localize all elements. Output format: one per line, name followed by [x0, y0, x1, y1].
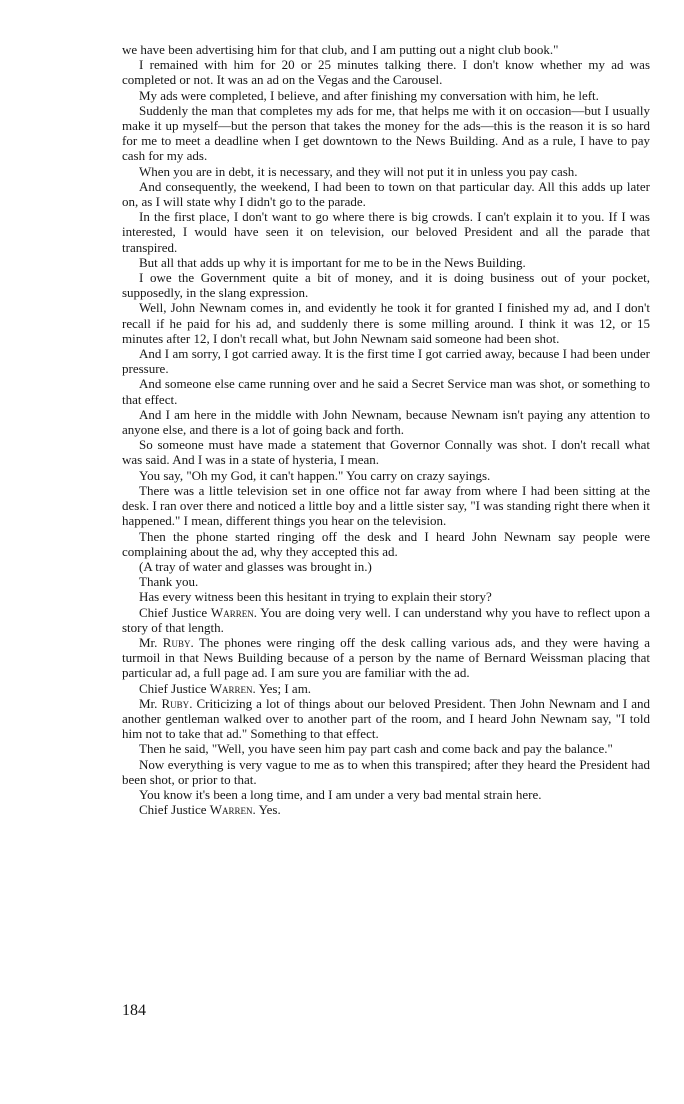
transcript-paragraph	[122, 589, 650, 604]
transcript-paragraph	[122, 42, 650, 57]
transcript-paragraph	[122, 696, 650, 742]
transcript-paragraph	[122, 376, 650, 406]
transcript-paragraph	[122, 635, 650, 681]
paragraph-text: And I am sorry, I got carried away. It is the first time I got carried away, because I had been under pressure.	[122, 346, 650, 377]
paragraph-text: But all that adds up why it is important for me to be in the News Building.	[139, 254, 526, 270]
transcript-paragraph	[122, 437, 650, 467]
paragraph-text: You say, "Oh my God, it can't happen." You carry on crazy sayings.	[139, 467, 491, 483]
paragraph-text: Then he said, "Well, you have seen him pay part cash and come back and pay the balance."	[139, 741, 613, 757]
paragraph-text: And someone else came running over and he said a Secret Service man was shot, or something to that effect.	[122, 376, 650, 407]
paragraph-text: Well, John Newnam comes in, and evidently he took it for granted I finished my ad, and I don't recall if he paid for his ad, and suddenly there is some milling around. I think it was 12, or 15 minutes after 12, I don't recall what, but John Newnam said someone had been shot.	[122, 300, 650, 346]
paragraph-text: Has every witness been this hesitant in trying to explain their story?	[139, 589, 492, 605]
paragraph-text: I owe the Government quite a bit of money, and it is doing business out of your pocket, supposedly, in the slang expression.	[122, 270, 650, 301]
speaker-name: Warren	[209, 802, 253, 818]
transcript-paragraph	[122, 741, 650, 756]
paragraph-text: When you are in debt, it is necessary, and they will not put it in unless you pay cash.	[139, 163, 578, 179]
paragraph-text: In the first place, I don't want to go where there is big crowds. I can't explain it to you. If I was interested, I would have seen it on television, our beloved President and all the parade that transpired.	[122, 209, 650, 255]
paragraph-text: And consequently, the weekend, I had been to town on that particular day. All this adds up later on, as I will state why I didn't go to the parade.	[122, 178, 650, 210]
paragraph-text: There was a little television set in one office not far away from where I had been sitting at the desk. I ran over there and noticed a little boy and a little sister say, "I was standing right there when it happened." I mean, different things you hear on the television.	[122, 482, 650, 529]
paragraph-text: . The phones were ringing off the desk calling various ads, and they were having a turmoil in that News Building because of a person by the name of Bernard Weissman placing that particular ad, a full page ad. I am sure you are familiar with the ad.	[122, 634, 650, 681]
paragraph-text: So someone must have made a statement that Governor Connally was shot. I don't recall what was said. And I was in a state of hysteria, I mean.	[122, 437, 650, 468]
transcript-paragraph	[122, 681, 650, 696]
paragraph-text: Chief Justice	[139, 604, 211, 620]
transcript-paragraph	[122, 407, 650, 437]
transcript-paragraph	[122, 574, 650, 589]
paragraph-text: Suddenly the man that completes my ads for me, that helps me with it on occasion—but I usually make it up myself—but the person that takes the money for the ads—this is the reason it is so hard for me to meet a deadline when I get downtown to the News Building. And as a rule, I have to pay cash for my ads.	[122, 102, 650, 164]
transcript-paragraph	[122, 346, 650, 376]
transcript-paragraph	[122, 605, 650, 635]
transcript-paragraph	[122, 300, 650, 346]
transcript-paragraph	[122, 757, 650, 787]
paragraph-text: Chief Justice	[139, 680, 210, 696]
transcript-paragraph	[122, 468, 650, 483]
transcript-body	[122, 42, 650, 817]
paragraph-text: Mr.	[139, 634, 163, 650]
paragraph-text: . Criticizing a lot of things about our beloved President. Then John Newnam and I and another gentleman walked over to another part of the room, and I heard John Newnam say, "I told him not to take that ad." Something to that effect.	[122, 695, 650, 742]
transcript-paragraph	[122, 787, 650, 802]
paragraph-text: And I am here in the middle with John Newnam, because Newnam isn't paying any attention to anyone else, and there is a lot of going back and forth.	[122, 406, 650, 438]
transcript-paragraph	[122, 483, 650, 529]
paragraph-text: . You are doing very well. I can understand why you have to reflect upon a story of that length.	[122, 604, 651, 635]
paragraph-text: You know it's been a long time, and I am under a very bad mental strain here.	[139, 786, 542, 802]
transcript-paragraph	[122, 88, 650, 103]
transcript-paragraph	[122, 209, 650, 255]
speaker-name: Ruby	[161, 695, 190, 711]
speaker-name: Warren	[209, 680, 253, 696]
transcript-paragraph	[122, 529, 650, 559]
transcript-paragraph	[122, 802, 650, 817]
paragraph-text: My ads were completed, I believe, and after finishing my conversation with him, he left.	[139, 87, 599, 103]
paragraph-text: we have been advertising him for that club, and I am putting out a night club book."	[122, 42, 559, 57]
paragraph-text: . Yes; I am.	[252, 680, 312, 696]
page-number: 184	[122, 1002, 146, 1019]
transcript-paragraph	[122, 164, 650, 179]
paragraph-text: Chief Justice	[139, 802, 210, 818]
transcript-paragraph	[122, 255, 650, 270]
paragraph-text: . Yes.	[252, 802, 281, 818]
paragraph-text: Then the phone started ringing off the desk and I heard John Newnam say people were complaining about the ad, why they accepted this ad.	[122, 528, 650, 559]
transcript-paragraph	[122, 103, 650, 164]
speaker-name: Ruby	[162, 634, 191, 650]
paragraph-text: Mr.	[139, 695, 162, 711]
speaker-name: Warren	[210, 604, 254, 620]
transcript-paragraph	[122, 57, 650, 87]
paragraph-text: Now everything is very vague to me as to when this transpired; after they heard the President had been shot, or prior to that.	[122, 756, 650, 787]
paragraph-text: (A tray of water and glasses was brought in.)	[139, 558, 372, 574]
transcript-paragraph	[122, 179, 650, 209]
paragraph-text: I remained with him for 20 or 25 minutes talking there. I don't know whether my ad was completed or not. It was an ad on the Vegas and the Carousel.	[122, 57, 650, 88]
transcript-paragraph	[122, 270, 650, 300]
transcript-paragraph	[122, 559, 650, 574]
paragraph-text: Thank you.	[139, 574, 199, 590]
